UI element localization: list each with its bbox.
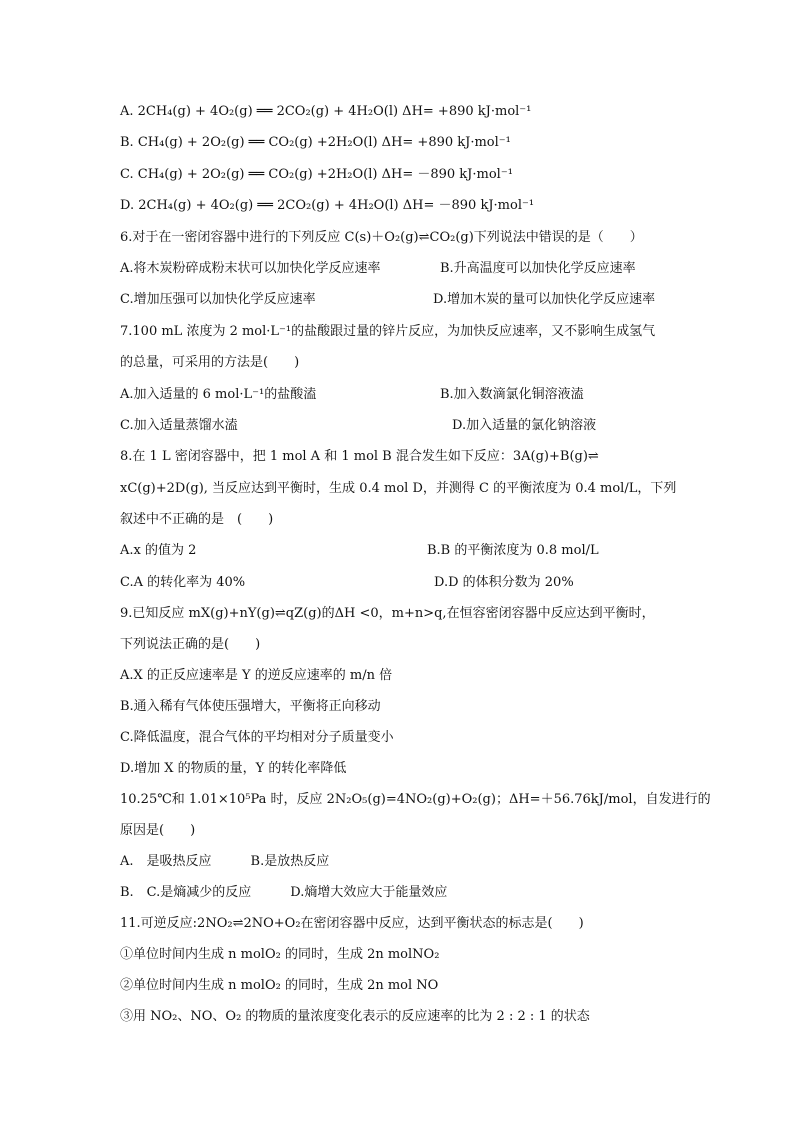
q11-item-2: ②单位时间内生成 n molO₂ 的同时，生成 2n mol NO — [120, 978, 439, 993]
q11-item-1: ①单位时间内生成 n molO₂ 的同时，生成 2n molNO₂ — [120, 947, 440, 962]
q5-option-b: B. CH₄(g) + 2O₂(g) ══ CO₂(g) +2H₂O(l) ΔH= +890 kJ·mol⁻¹ — [120, 135, 511, 150]
q7-option-c: C.加入适量蒸馏水溘 — [120, 418, 238, 433]
q11-stem: 11.可逆反应:2NO₂⇌2NO+O₂在密闭容器中反应，达到平衡状态的标志是( ) — [120, 916, 584, 931]
q9-option-a: A.X 的正反应速率是 Y 的逆反应速率的 m/n 倍 — [120, 668, 393, 683]
q8-stem-line2: xC(g)+2D(g), 当反应达到平衡时，生成 0.4 mol D，并测得 C 的平衡浓度为 0.4 mol/L，下列 — [120, 481, 677, 496]
q5-option-d: D. 2CH₄(g) + 4O₂(g) ══ 2CO₂(g) + 4H₂O(l) ΔH= －890 kJ·mol⁻¹ — [120, 198, 535, 213]
q6-option-c: C.增加压强可以加快化学反应速率 — [120, 292, 316, 307]
q10-stem-line1: 10.25℃和 1.01×10⁵Pa 时，反应 2N₂O₅(g)=4NO₂(g)+O₂(g)；ΔH=＋56.76kJ/mol，自发进行的 — [120, 792, 711, 807]
q8-option-a: A.x 的值为 2 — [120, 543, 197, 558]
q6-option-a: A.将木炭粉碎成粉末状可以加快化学反应速率 — [120, 261, 381, 276]
q11-item-3: ③用 NO₂、NO、O₂ 的物质的量浓度变化表示的反应速率的比为 2 : 2 : 1 的状态 — [120, 1009, 590, 1024]
q9-option-d: D.增加 X 的物质的量，Y 的转化率降低 — [120, 761, 347, 776]
q9-stem-line1: 9.已知反应 mX(g)+nY(g)⇌qZ(g)的ΔH <0，m+n>q,在恒容密闭容器中反应达到平衡时， — [120, 606, 655, 621]
q6-stem: 6.对于在一密闭容器中进行的下列反应 C(s)＋O₂(g)⇌CO₂(g)下列说法中错误的是（ ） — [120, 230, 643, 245]
q7-option-d: D.加入适量的氯化钠溶液 — [452, 418, 597, 433]
q8-stem-line1: 8.在 1 L 密闭容器中，把 1 mol A 和 1 mol B 混合发生如下反应：3A(g)+B(g)⇌ — [120, 449, 599, 464]
q6-option-d: D.增加木炭的量可以加快化学反应速率 — [433, 292, 656, 307]
q9-option-b: B.通入稀有气体使压强增大，平衡将正向移动 — [120, 699, 381, 714]
q6-option-b: B.升高温度可以加快化学反应速率 — [440, 261, 636, 276]
q9-stem-line2: 下列说法正确的是( ) — [120, 637, 261, 652]
q8-option-d: D.D 的体积分数为 20% — [434, 575, 574, 590]
q8-stem-line3: 叙述中不正确的是 ( ) — [120, 512, 274, 527]
q10-stem-line2: 原因是( ) — [120, 823, 196, 838]
q7-option-a: A.加入适量的 6 mol·L⁻¹的盐酸溘 — [120, 387, 317, 402]
q5-option-a: A. 2CH₄(g) + 4O₂(g) ══ 2CO₂(g) + 4H₂O(l) ΔH= +890 kJ·mol⁻¹ — [120, 104, 532, 119]
q8-option-c: C.A 的转化率为 40% — [120, 575, 246, 590]
q5-option-c: C. CH₄(g) + 2O₂(g) ══ CO₂(g) +2H₂O(l) ΔH= －890 kJ·mol⁻¹ — [120, 167, 513, 182]
q7-stem-line1: 7.100 mL 浓度为 2 mol·L⁻¹的盐酸跟过量的锌片反应，为加快反应速率，又不影响生成氢气 — [120, 324, 656, 339]
q10-options-ab: A. 是吸热反应 B.是放热反应 — [120, 854, 330, 869]
q8-option-b: B.B 的平衡浓度为 0.8 mol/L — [427, 543, 599, 558]
q7-stem-line2: 的总量，可采用的方法是( ) — [120, 355, 300, 370]
q9-option-c: C.降低温度，混合气体的平均相对分子质量变小 — [120, 730, 394, 745]
q7-option-b: B.加入数滴氯化铜溶液溘 — [440, 387, 584, 402]
q10-options-cd: B. C.是熵减少的反应 D.熵增大效应大于能量效应 — [120, 885, 448, 900]
